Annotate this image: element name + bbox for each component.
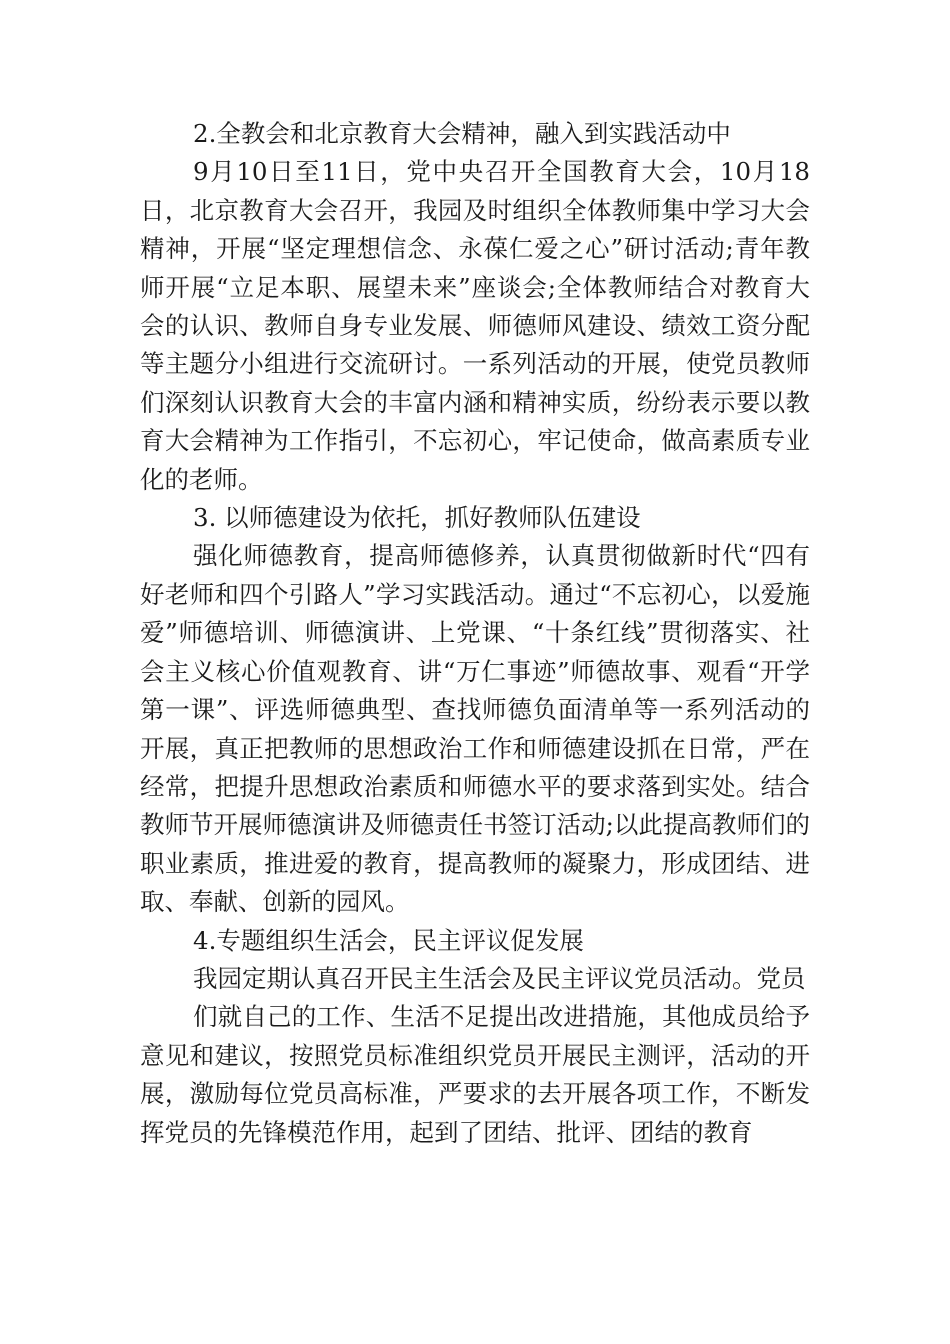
paragraph-3: 强化师德教育，提高师德修养，认真贯彻做新时代“四有好老师和四个引路人”学习实践活动。通过“不忘初心，以爱施爱”师德培训、师德演讲、上党课、“十条红线”贯彻落实、社会主义核心价值观教育、讲“万仁事迹”师德故事、观看“开学第一课”、评选师德典型、查找师德负面清单等一系列活动的开展，真正把教师的思想政治工作和师德建设抓在日常，严在经常，把提升思想政治素质和师德水平的要求落到实处。结合教师节开展师德演讲及师德责任书签订活动;以此提高教师们的职业素质，推进爱的教育，提高教师的凝聚力，形成团结、进取、奉献、创新的园风。 bbox=[140, 541, 810, 917]
paragraph-2: 9月10日至11日，党中央召开全国教育大会，10月18日，北京教育大会召开，我园及时组织全体教师集中学习大会精神，开展“坚定理想信念、永葆仁爱之心”研讨活动;青年教师开展“立足本职、展望未来”座谈会;全体教师结合对教育大会的认识、教师自身专业发展、师德师风建设、绩效工资分配等主题分小组进行交流研讨。一系列活动的开展，使党员教师们深刻认识教育大会的丰富内涵和精神实质，纷纷表示要以教育大会精神为工作指引，不忘初心，牢记使命，做高素质专业化的老师。 bbox=[140, 157, 810, 494]
paragraph-4b: 们就自己的工作、生活不足提出改进措施，其他成员给予意见和建议，按照党员标准组织党员开展民主测评，活动的开展，激励每位党员高标准，严要求的去开展各项工作，不断发挥党员的先锋模范作用，起到了团结、批评、团结的教育 bbox=[140, 1002, 810, 1147]
paragraph-4a: 我园定期认真召开民主生活会及民主评议党员活动。党员 bbox=[193, 963, 806, 993]
section-heading-2: 2.全教会和北京教育大会精神，融入到实践活动中 bbox=[193, 119, 731, 148]
document-body bbox=[140, 115, 810, 1152]
section-heading-3: 3. 以师德建设为依托，抓好教师队伍建设 bbox=[193, 503, 641, 533]
section-heading-4: 4.专题组织生活会，民主评议促发展 bbox=[193, 925, 584, 955]
